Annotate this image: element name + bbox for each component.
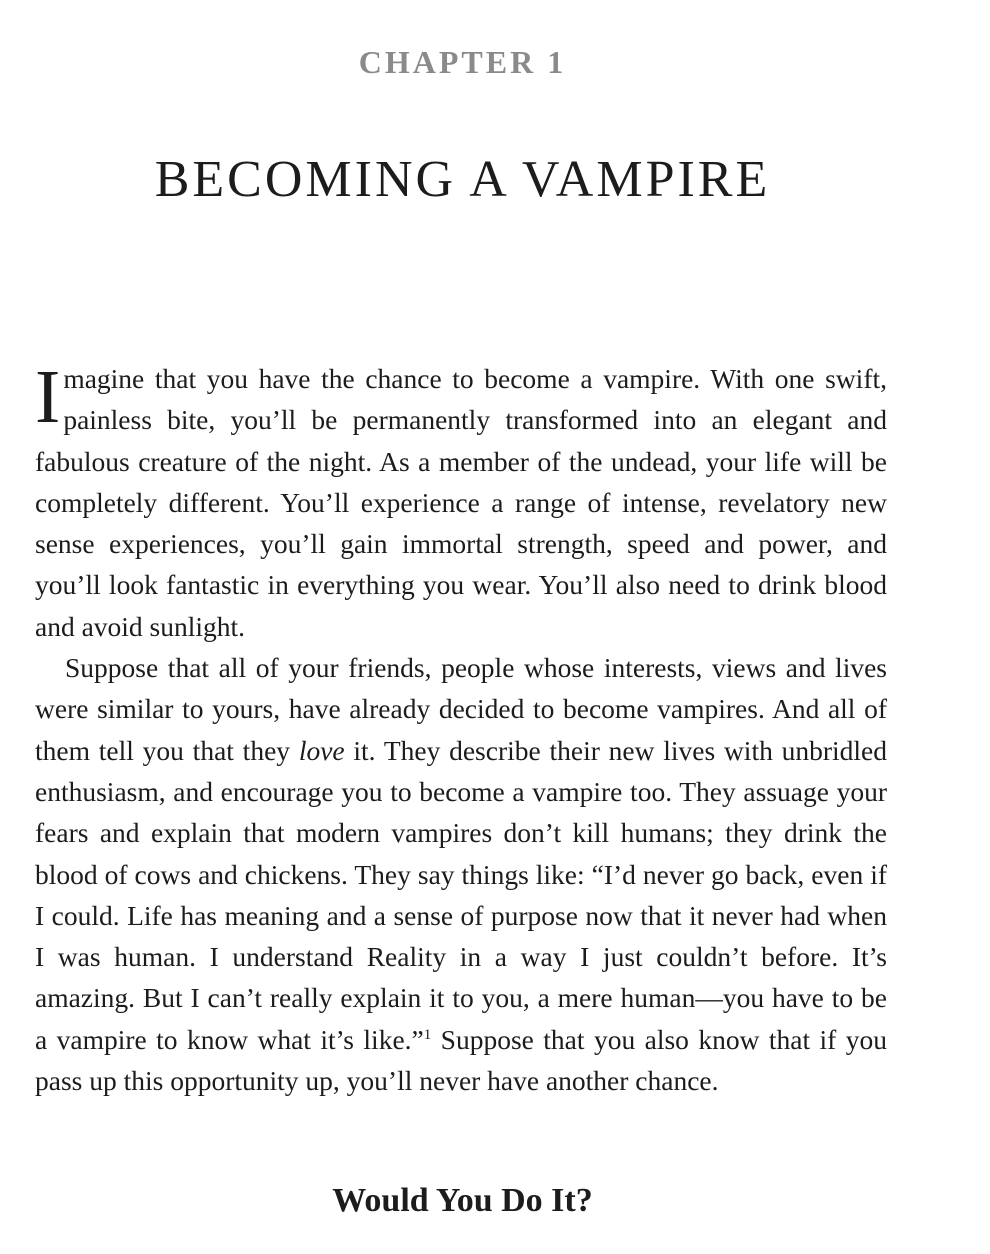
paragraph-2-text-b: it. They describe their new lives with unbridled enthusiasm, and encourage you to become a vampire too. They assuage your fears and explain that modern vampires don’t kill humans; they drink the blood of cows and chickens. They say things like: “I’d never go back, even if I could. Life has meaning and a sense of purpose now that it never had when I was human. I understand Reality in a way I just couldn’t before. It’s amazing. But I can’t really explain it to you, a mere human—you have to be a vampire to know what it’s like.” — [35, 734, 888, 1055]
emphasized-word: love — [298, 734, 345, 766]
chapter-number: CHAPTER 1 — [358, 44, 567, 80]
paragraph-1 — [35, 355, 887, 647]
chapter-body — [35, 355, 888, 1101]
paragraph-2 — [35, 647, 887, 1101]
chapter-title: BECOMING A VAMPIRE — [154, 151, 771, 208]
paragraph-1-text: magine that you have the chance to become a vampire. With one swift, painless bite, you’ll be permanently transformed into an elegant and fabulous creature of the night. As a member of the undead, your life will be completely different. You’ll experience a range of intense, revelatory new sense experiences, you’ll gain immortal strength, speed and power, and you’ll look fantastic in everything you wear. You’ll also need to drink blood and avoid sunlight. — [35, 363, 887, 642]
drop-cap: I — [35, 355, 61, 439]
section-heading: Would You Do It? — [332, 1182, 593, 1219]
footnote-marker[interactable]: 1 — [423, 1026, 432, 1043]
paragraph-2-text-c: Suppose that you also know that if you pass up this opportunity up, you’ll never have another chance. — [35, 1023, 887, 1097]
paragraph-2-text-a: Suppose that all of your friends, people whose interests, views and lives were similar to yours, have already decided to become vampires. And all of them tell you that they — [35, 652, 887, 766]
